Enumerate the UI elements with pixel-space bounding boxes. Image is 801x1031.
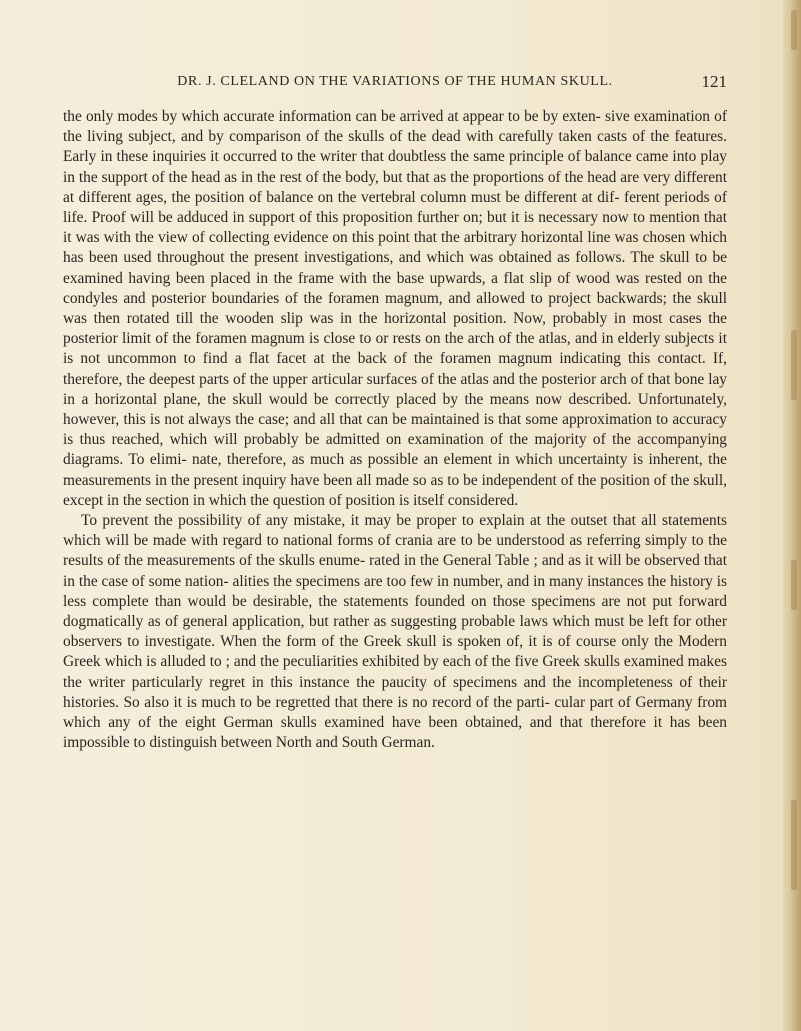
binding-edge	[783, 0, 801, 1031]
binding-mark	[791, 10, 797, 50]
running-head	[63, 72, 727, 94]
binding-mark	[791, 560, 797, 610]
paragraph-2: To prevent the possibility of any mistake, it may be proper to explain at the outset that all statements which will be made with regard to national forms of crania are to be understood as referring simply to the results of the measurements of the skulls enume- rated in the General Table ; and as it will be observed that in the case of some nation- alities the specimens are too few in number, and in many instances the history is less complete than would be desirable, the statements founded on those specimens are not put forward dogmatically as of general application, but rather as suggesting probable laws which must be left for other observers to investigate. When the form of the Greek skull is spoken of, it is of course only the Modern Greek which is alluded to ; and the peculiarities exhibited by each of the five Greek skulls examined makes the writer particularly regret in this instance the paucity of specimens and the incompleteness of their histories. So also it is much to be regretted that there is no record of the parti- cular part of Germany from which any of the eight German skulls examined have been obtained, and that therefore it has been impossible to distinguish between North and South German.	[63, 512, 727, 752]
page-number: 121	[701, 72, 727, 91]
body-text	[63, 107, 727, 754]
binding-mark	[791, 330, 797, 400]
binding-mark	[791, 800, 797, 890]
paragraph-1: the only modes by which accurate information can be arrived at appear to be by exten- sive examination of the living subject, and by comparison of the skulls of the dead with carefully taken casts of the features. Early in these inquiries it occurred to the writer that doubtless the same principle of balance came into play in the support of the head as in the rest of the body, but that as the proportions of the head are very different at different ages, the position of balance on the vertebral column must be different at dif- ferent periods of life. Proof will be adduced in support of this proposition further on; but it is necessary now to mention that it was with the view of collecting evidence on this point that the arbitrary horizontal line was chosen which has been used throughout the present investigations, and which was obtained as follows. The skull to be examined having been placed in the frame with the base upwards, a flat slip of wood was rested on the condyles and posterior boundaries of the foramen magnum, and allowed to project backwards; the skull was then rotated till the wooden slip was in the horizontal position. Now, probably in most cases the posterior limit of the foramen magnum is close to or rests on the arch of the atlas, and in elderly subjects it is not uncommon to find a flat facet at the back of the foramen magnum indicating this contact. If, therefore, the deepest parts of the upper articular surfaces of the atlas and the posterior arch of that bone lay in a horizontal plane, the skull would be correctly placed by the means now described. Unfortunately, however, this is not always the case; and all that can be maintained is that some approximation to accuracy is thus reached, which will probably be admitted on examination of the majority of the accompanying diagrams. To elimi- nate, therefore, as much as possible an element in which uncertainty is inherent, the measurements in the present inquiry have been all made so as to be independent of the position of the skull, except in the section in which the question of position is itself considered.	[63, 108, 727, 509]
running-title: DR. J. CLELAND ON THE VARIATIONS OF THE HUMAN SKULL.	[177, 74, 613, 89]
